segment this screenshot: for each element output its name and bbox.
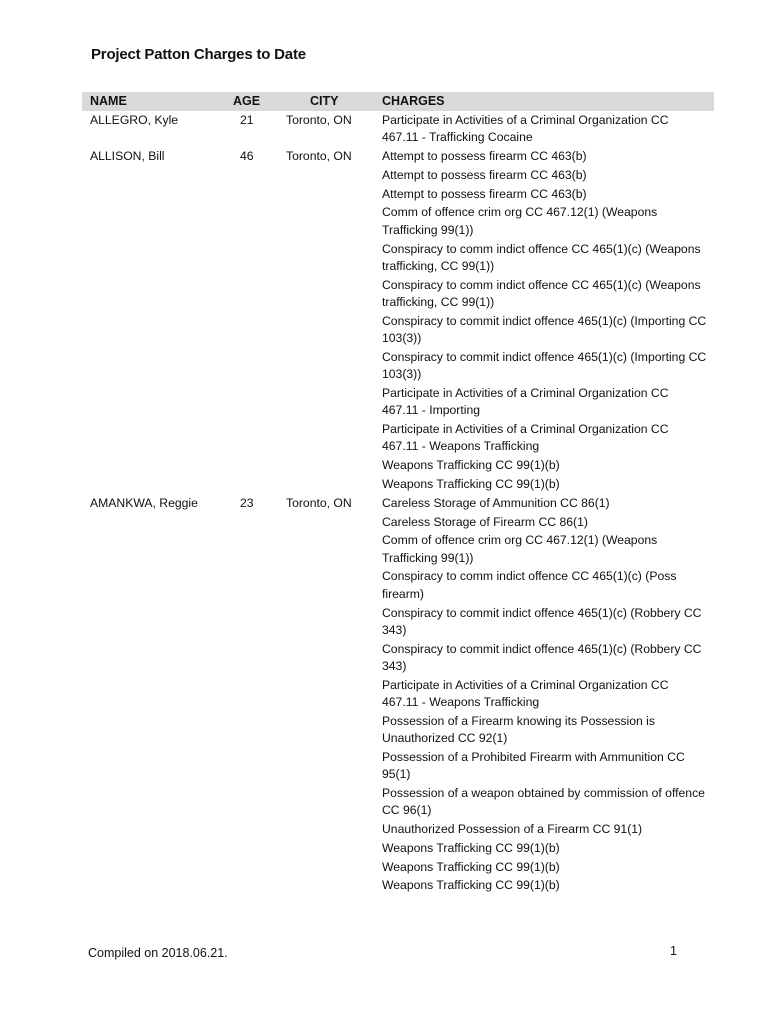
column-header-age: AGE: [233, 94, 261, 108]
page-number: 1: [670, 944, 677, 958]
charge-item: Weapons Trafficking CC 99(1)(b): [382, 878, 560, 893]
column-header-charges: CHARGES: [382, 94, 445, 108]
person-city: Toronto, ON: [286, 149, 352, 164]
person-name: ALLEGRO, Kyle: [90, 113, 179, 127]
charge-item: Weapons Trafficking CC 99(1)(b): [382, 476, 560, 491]
charge-item: Conspiracy to commit indict offence 465(1)(c) (Robbery CC 343): [382, 641, 702, 673]
charge-item: Comm of offence crim org CC 467.12(1) (Weapons Trafficking 99(1)): [382, 205, 658, 237]
charge-item: Comm of offence crim org CC 467.12(1) (Weapons Trafficking 99(1)): [382, 533, 658, 565]
charge-item: Conspiracy to comm indict offence CC 465(1)(c) (Poss firearm): [382, 569, 677, 601]
charge-item: Careless Storage of Ammunition CC 86(1): [382, 495, 610, 510]
charges-list: [382, 148, 708, 493]
person-age: 23: [240, 495, 254, 510]
charge-item: Conspiracy to commit indict offence 465(1)(c) (Robbery CC 343): [382, 605, 702, 637]
charge-item: Possession of a Prohibited Firearm with Ammunition CC 95(1): [382, 749, 685, 782]
table-row: [82, 148, 714, 493]
person-city: Toronto, ON: [286, 495, 352, 510]
charge-item: Conspiracy to comm indict offence CC 465(1)(c) (Weapons trafficking, CC 99(1)): [382, 277, 701, 309]
compiled-date: Compiled on 2018.06.21.: [88, 946, 228, 960]
charge-item: Weapons Trafficking CC 99(1)(b): [382, 458, 560, 473]
person-city: Toronto, ON: [286, 113, 352, 127]
charge-item: Conspiracy to commit indict offence 465(1)(c) (Importing CC 103(3)): [382, 313, 707, 346]
person-age: 21: [240, 113, 254, 127]
charge-item: Unauthorized Possession of a Firearm CC 91(1): [382, 822, 643, 837]
person-name: AMANKWA, Reggie: [90, 495, 198, 510]
charge-item: Participate in Activities of a Criminal Organization CC 467.11 - Weapons Trafficking: [382, 422, 669, 454]
column-header-city: CITY: [310, 94, 339, 108]
table-row: [82, 495, 714, 895]
charge-item: Participate in Activities of a Criminal Organization CC 467.11 - Trafficking Cocaine: [382, 113, 669, 145]
charge-item: Careless Storage of Firearm CC 86(1): [382, 514, 588, 529]
table-header: [82, 92, 714, 111]
charge-item: Weapons Trafficking CC 99(1)(b): [382, 840, 560, 855]
charges-table: [82, 112, 714, 896]
page-title: Project Patton Charges to Date: [91, 46, 306, 63]
charge-item: Conspiracy to commit indict offence 465(1)(c) (Importing CC 103(3)): [382, 349, 707, 382]
person-name: ALLISON, Bill: [90, 149, 165, 164]
column-header-name: NAME: [90, 94, 127, 108]
charges-list: [382, 112, 708, 147]
charge-item: Attempt to possess firearm CC 463(b): [382, 149, 587, 164]
charge-item: Conspiracy to comm indict offence CC 465(1)(c) (Weapons trafficking, CC 99(1)): [382, 241, 701, 273]
charge-item: Participate in Activities of a Criminal Organization CC 467.11 - Weapons Trafficking: [382, 677, 669, 709]
person-age: 46: [240, 149, 254, 164]
charge-item: Participate in Activities of a Criminal Organization CC 467.11 - Importing: [382, 385, 669, 418]
charge-item: Possession of a weapon obtained by commission of offence CC 96(1): [382, 785, 705, 818]
charge-item: Attempt to possess firearm CC 463(b): [382, 186, 587, 201]
table-row: [82, 112, 714, 147]
charge-item: Weapons Trafficking CC 99(1)(b): [382, 859, 560, 874]
charge-item: Attempt to possess firearm CC 463(b): [382, 167, 587, 182]
charges-list: [382, 495, 708, 895]
charge-item: Possession of a Firearm knowing its Possession is Unauthorized CC 92(1): [382, 713, 655, 746]
